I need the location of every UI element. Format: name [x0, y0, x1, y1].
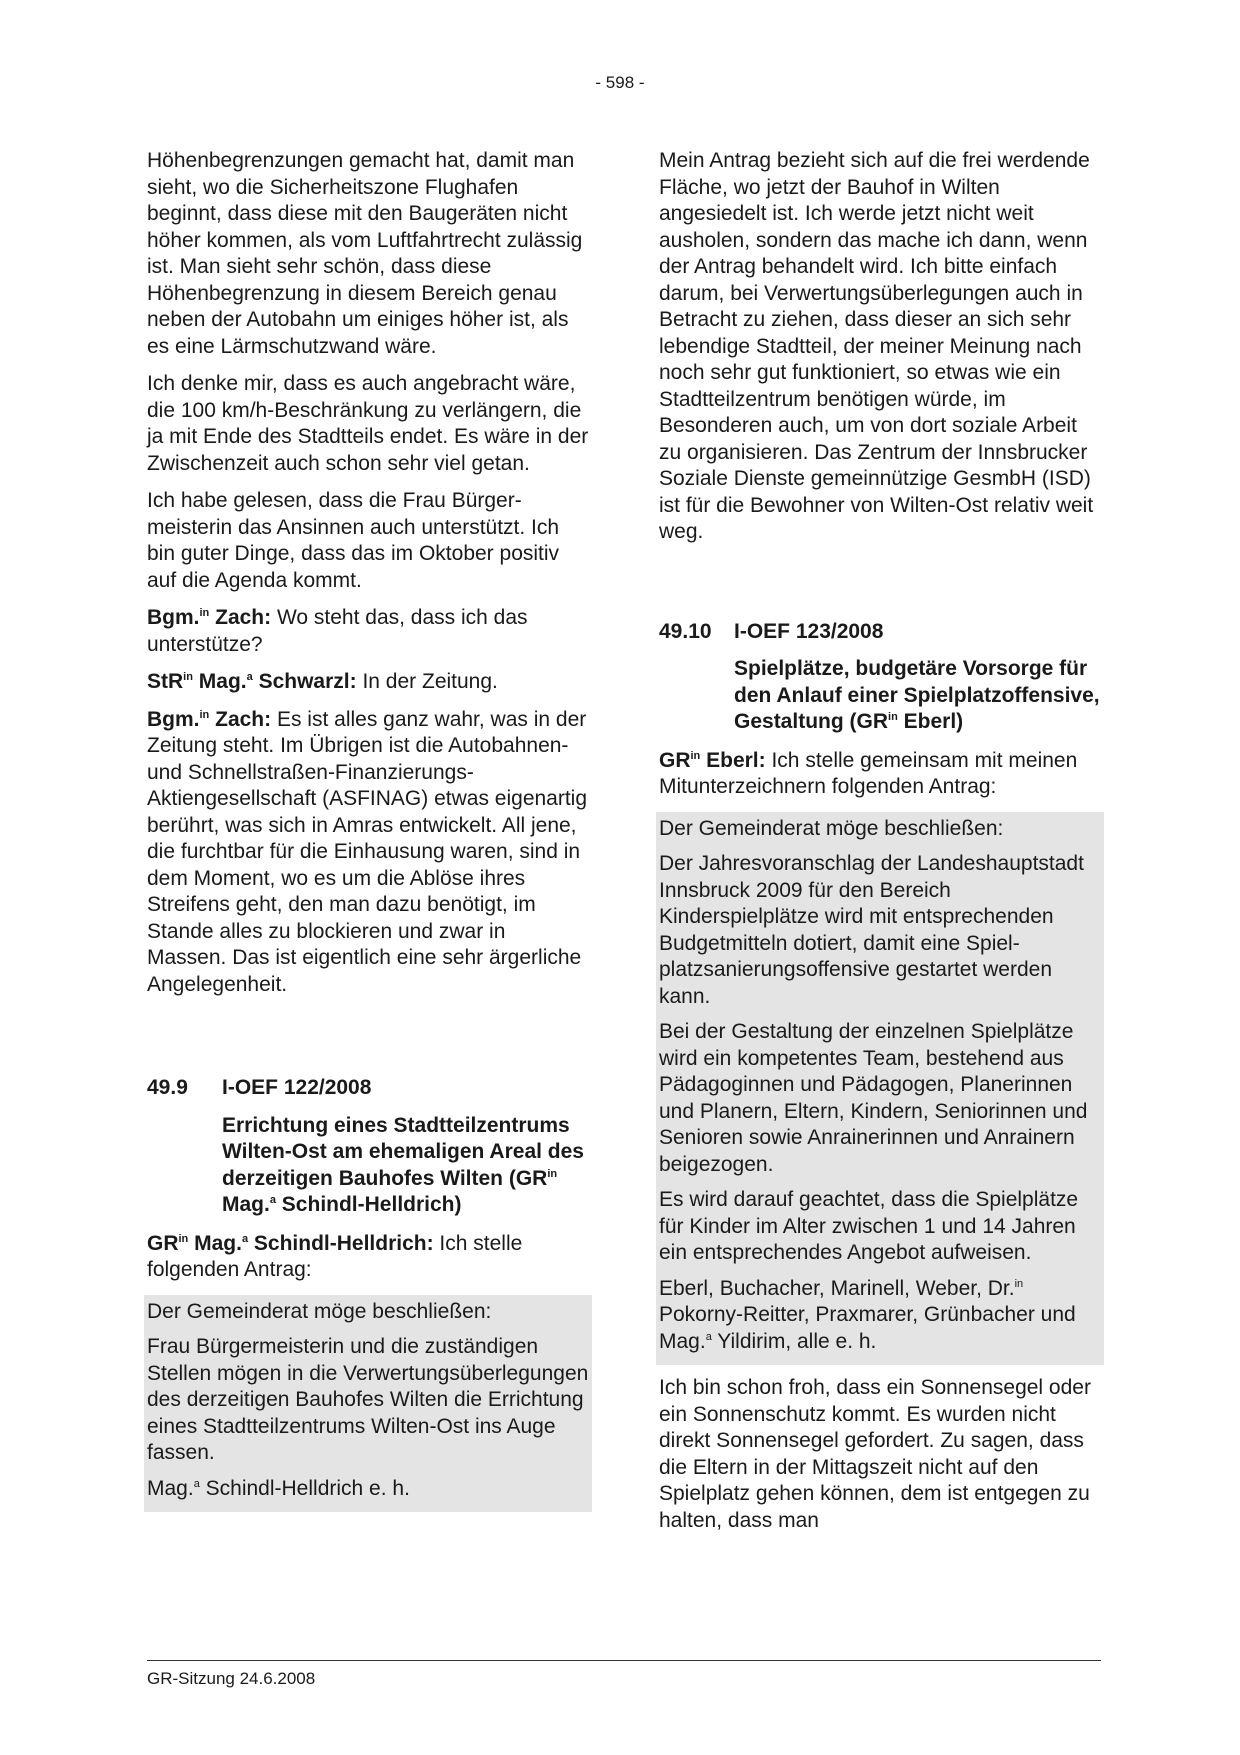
signature-text: Pokorny-Reitter, Praxmarer, Grünbacher und Mag. [659, 1303, 1076, 1353]
title-text: Spielplätze, budgetäre Vorsorge für den Anlauf einer Spielplatzoffensive, Gestaltung (GR [734, 657, 1100, 733]
motion-text: Bei der Gestaltung der einzelnen Spielplätze wird ein kompetentes Team, bestehend aus Pädagoginnen und Pädagogen, Planerinnen und Planern, Eltern, Kindern, Seniorinnen und Senioren sowie Anrainerinnen und Anrainern beigezogen. [659, 1020, 1088, 1176]
speaker-title: GR [659, 748, 691, 772]
speaker-line [147, 605, 589, 658]
paragraph: Ich bin schon froh, dass ein Sonnensegel oder ein Sonnenschutz kommt. Es wurden nicht direkt Sonnensegel gefordert. Zu sagen, dass die Eltern in der Mittagszeit nicht auf den Spielplatz gehen können, dem ist entgegen zu halten, dass man [659, 1376, 1091, 1532]
speaker-line [147, 669, 589, 696]
superscript: a [705, 1330, 712, 1343]
speaker-name: Zach: [209, 606, 272, 629]
speech-text: Wo steht das, dass ich das unterstütze? [147, 606, 528, 656]
footer-text: GR-Sitzung 24.6.2008 [147, 1669, 316, 1688]
superscript: in [888, 711, 898, 723]
agenda-item-title [222, 1113, 589, 1219]
superscript: in [178, 1232, 189, 1245]
motion-box [144, 1295, 592, 1513]
motion-heading: Der Gemeinderat möge beschließen: [659, 816, 1004, 840]
speaker-title: GR [147, 1231, 179, 1255]
superscript: a [269, 1194, 276, 1206]
agenda-item-title [734, 656, 1101, 736]
agenda-item-number: 49.10 [659, 619, 712, 643]
speaker-name: Eberl: [700, 748, 766, 772]
superscript: in [199, 708, 210, 721]
agenda-item-heading [147, 1075, 589, 1102]
speaker-title: StR [147, 670, 184, 693]
paragraph: Höhenbegrenzungen gemacht hat, damit man sieht, wo die Sicherheitszone Flughafen beginnt, dass diese mit den Baugeräten nicht höher kommen, als vom Luftfahrtrecht zulässig ist. Man sieht sehr schön, dass diese Höhenbegrenzung in diesem Bereich genau neben der Autobahn um einiges höher ist, als es eine Lärmschutzwand wäre. [147, 149, 583, 358]
agenda-item-code: I-OEF 122/2008 [222, 1076, 372, 1099]
motion-signature [147, 1476, 589, 1503]
paragraph: Ich habe gelesen, dass die Frau Bürgermeisterin das Ansinnen auch unterstützt. Ich bin guter Dinge, dass das im Oktober positiv auf die Agenda kommt. [147, 489, 560, 592]
speaker-title: Mag. [192, 670, 247, 693]
title-text: Eberl) [897, 710, 964, 733]
speaker-title: Bgm. [147, 606, 200, 629]
speaker-name: Schindl-Helldrich: [248, 1231, 434, 1255]
motion-heading: Der Gemeinderat möge beschließen: [147, 1299, 492, 1323]
speaker-name: Zach: [209, 707, 272, 731]
signature-text: Mag. [147, 1476, 194, 1500]
title-text: Mag. [222, 1193, 270, 1216]
speaker-line [147, 707, 589, 999]
superscript: in [547, 1167, 558, 1180]
speaker-line [659, 748, 1101, 801]
speech-text: Es ist alles ganz wahr, was in der Zeitung steht. Im Übrigen ist die Autobahnen- und Schnellstraßen-Finanzierungs-Aktiengesellschaft (ASFINAG) etwas eigenartig berührt, was sich in Amras entwickelt. All jene, die furchtbar für die Einhausung waren, sind in dem Moment, wo es um die Ablöse ihres Streifens geht, den man dazu benötigt, im Stande alles zu blockieren und zwar in Massen. Das ist eigentlich eine sehr ärgerliche Angelegenheit. [147, 707, 588, 996]
speaker-title: Bgm. [147, 707, 200, 731]
motion-box [656, 812, 1104, 1366]
motion-signatures [659, 1276, 1101, 1356]
agenda-item-heading [659, 619, 1101, 646]
superscript: in [1014, 1277, 1024, 1290]
paragraph: Mein Antrag bezieht sich auf die frei werdende Fläche, wo jetzt der Bauhof in Wilten angesiedelt ist. Ich werde jetzt nicht weit ausholen, sondern das mache ich dann, wenn der Antrag behandelt wird. Ich bitte einfach darum, bei Verwertungsüberlegungen auch in Betracht zu ziehen, dass dieser an sich sehr lebendige Stadtteil, der meiner Meinung nach noch sehr gut funktioniert, so etwas wie ein Stadtteilzentrum benötigen würde, im Besonderen auch, um von dort soziale Arbeit zu organisieren. Das Zentrum der Innsbrucker Soziale Dienste gemeinnützige GesmbH (ISD) ist für die Bewohner von Wilten-Ost relativ weit weg. [659, 149, 1094, 543]
agenda-item-number: 49.9 [147, 1076, 188, 1099]
superscript: a [246, 671, 253, 683]
speaker-title: Mag. [188, 1231, 242, 1255]
title-text: Schindl-Helldrich) [275, 1193, 462, 1216]
signature-text: Schindl-Helldrich e. h. [199, 1476, 410, 1500]
signature-text: Eberl, Buchacher, Marinell, Weber, Dr. [659, 1276, 1015, 1300]
title-text: Errichtung eines Stadtteilzentrums Wilten-Ost am ehemaligen Areal des derzeitigen Bauhofes Wilten (GR [222, 1113, 584, 1190]
speech-text: Ich stelle gemeinsam mit meinen Mitunterzeichnern folgenden Antrag: [659, 748, 1078, 798]
left-column [147, 148, 589, 1522]
motion-text: Der Jahresvoranschlag der Landeshauptstadt Innsbruck 2009 für den Bereich Kinderspielplätze wird mit entsprechenden Budgetmitteln dotiert, damit eine Spielplatzsanierungsoffensive gestartet werden kann. [659, 852, 1084, 1008]
speaker-name: Schwarzl: [252, 670, 357, 693]
footer-divider [147, 1660, 1101, 1661]
speech-text: Ich stelle folgenden Antrag: [147, 1231, 523, 1281]
superscript: in [183, 671, 193, 683]
superscript: a [193, 1477, 200, 1490]
page-number: - 598 - [595, 73, 645, 92]
agenda-item-code: I-OEF 123/2008 [734, 619, 884, 643]
right-column [659, 148, 1101, 1545]
speech-text: In der Zeitung. [356, 670, 498, 693]
superscript: in [690, 749, 701, 762]
speaker-line [147, 1231, 589, 1284]
motion-text: Es wird darauf geachtet, dass die Spielplätze für Kinder im Alter zwischen 1 und 14 Jahren ein entsprechendes Angebot aufweisen. [659, 1188, 1079, 1264]
paragraph: Ich denke mir, dass es auch angebracht wäre, die 100 km/h-Beschränkung zu verlängern, die ja mit Ende des Stadtteils endet. Es wäre in der Zwischenzeit auch schon sehr viel getan. [147, 372, 589, 475]
signature-text: Yildirim, alle e. h. [711, 1329, 877, 1353]
superscript: a [241, 1232, 249, 1245]
motion-text: Frau Bürgermeisterin und die zuständigen Stellen mögen in die Verwertungsüberlegungen des derzeitigen Bauhofes Wilten die Errichtung eines Stadtteilzentrums Wilten-Ost ins Auge fassen. [147, 1335, 589, 1464]
superscript: in [199, 607, 210, 619]
